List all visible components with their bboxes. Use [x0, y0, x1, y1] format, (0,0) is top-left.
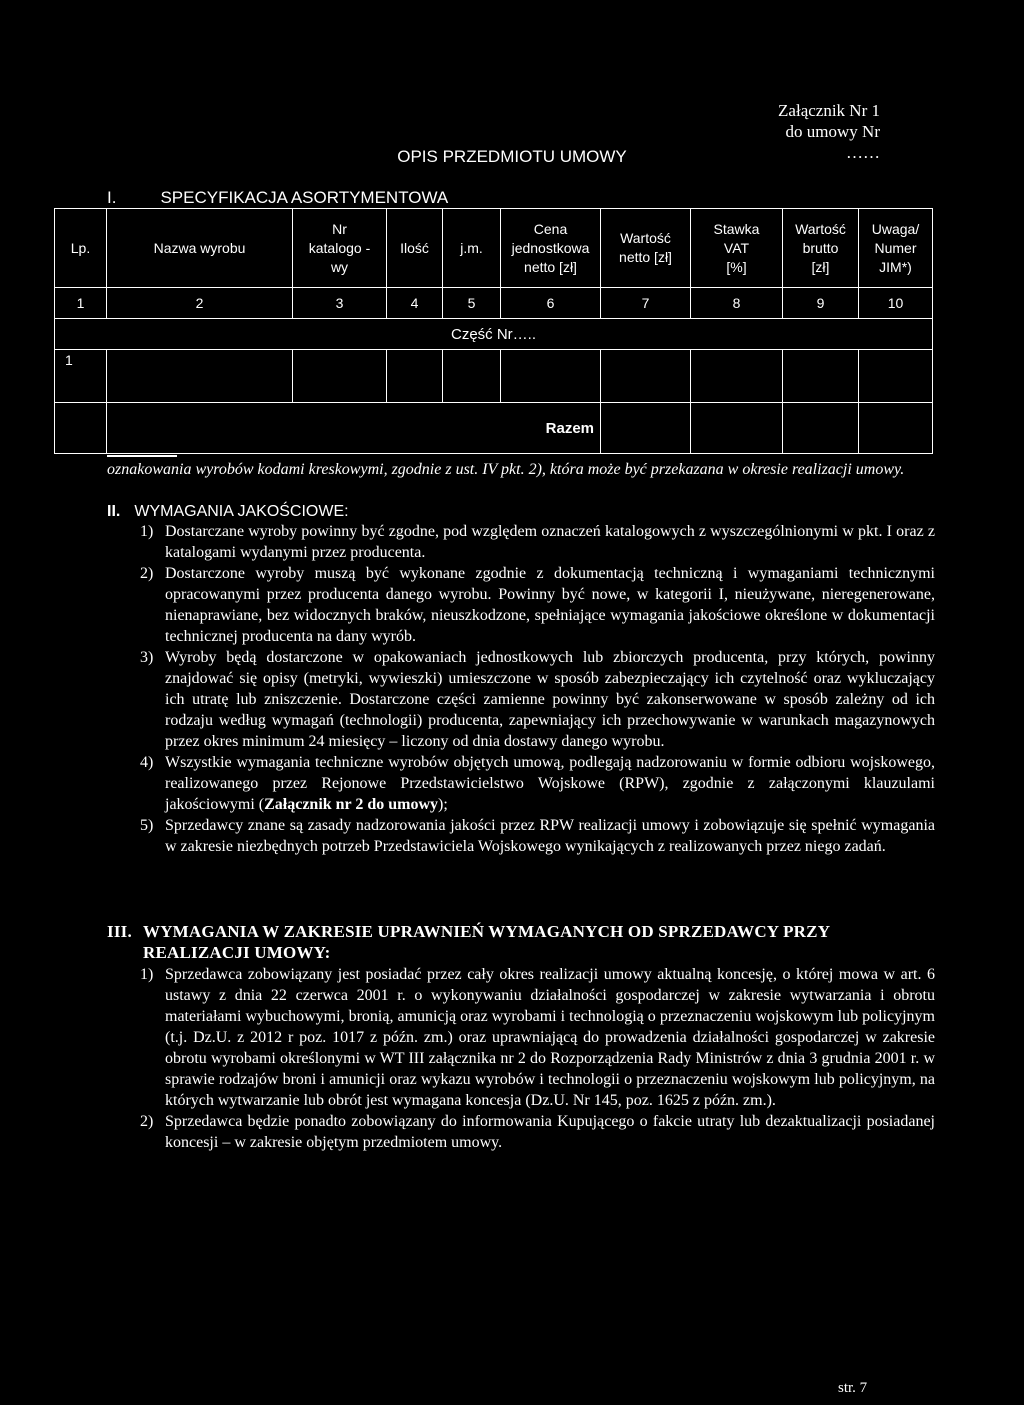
cell-net-value	[601, 350, 691, 403]
header-unit-text: j.m.	[460, 239, 483, 256]
item-number: 4)	[140, 754, 154, 771]
total-vat-rate	[691, 403, 783, 454]
table-row	[55, 350, 933, 403]
item-number: 1)	[140, 966, 154, 983]
part-row	[55, 319, 933, 350]
cell-qty	[387, 350, 443, 403]
header-vat-rate	[691, 209, 783, 288]
cell-gross-value	[783, 350, 859, 403]
total-label: Razem	[107, 403, 601, 454]
section-1-heading	[107, 188, 448, 208]
list-item	[107, 647, 935, 752]
item-text: Wszystkie wymagania techniczne wyrobów objętych umową, podlegają nadzorowaniu w formie odbioru wojskowego, realizowanego przez Rejonowe Przedstawicielstwo Wojskowe (RPW), zgodnie z załączonymi klauzulami jakościowymi (	[165, 754, 935, 813]
header-catalog	[293, 209, 387, 288]
column-number: 3	[293, 288, 387, 319]
item-number: 2)	[140, 1113, 154, 1130]
cell-remarks	[859, 350, 933, 403]
list-item	[107, 563, 935, 647]
column-number: 1	[55, 288, 107, 319]
header-lp-text: Lp.	[70, 239, 91, 256]
header-net-value	[601, 209, 691, 288]
header-catalog-text: Nr katalogo - wy	[308, 220, 371, 275]
section-2-number: II.	[107, 503, 121, 520]
cell-unit	[443, 350, 501, 403]
section-1-number: I.	[107, 188, 117, 207]
header-vat-rate-text: Stawka VAT [%]	[713, 220, 760, 275]
section-2-heading	[107, 503, 349, 521]
header-remarks	[859, 209, 933, 288]
header-name-text: Nazwa wyrobu	[153, 239, 246, 256]
list-item	[107, 815, 935, 857]
header-qty-text: Ilość	[400, 239, 429, 256]
section-2-title: WYMAGANIA JAKOŚCIOWE:	[134, 503, 349, 520]
item-text: Wyroby będą dostarczone w opakowaniach jednostkowych lub zbiorczych producenta, przy których, powinny znajdować się opisy (metryki, wywieszki) umieszczone w sposób zabezpieczający ich czytelność oraz wykluczający ich utratę lub zniszczenie. Dostarczone części zamienne powinny być zakonserwowane w sposób zależny od ich rodzaju według wymagań (technologii) producenta, zapewniający ich przechowywanie w warunkach magazynowych przez okres minimum 24 miesięcy – liczony od dnia dostawy danego wyrobu.	[165, 649, 935, 750]
item-text: Sprzedawcy znane są zasady nadzorowania jakości przez RPW realizacji umowy i zobowiązuje się spełnić wymagania w zakresie niezbędnych potrzeb Przedstawiciela Wojskowego wynikających z realizowanych przez niego zadań.	[165, 817, 935, 855]
header-gross-value-text: Wartość brutto [zł]	[795, 220, 846, 275]
item-text-tail: );	[438, 796, 448, 813]
section-3-number: III.	[107, 922, 132, 941]
cell-name	[107, 350, 293, 403]
table-header-row	[55, 209, 933, 288]
item-number: 2)	[140, 565, 154, 582]
item-number: 1)	[140, 523, 154, 540]
column-number: 8	[691, 288, 783, 319]
page-number: str. 7	[838, 1380, 868, 1396]
item-number: 3)	[140, 649, 154, 666]
specification-table	[54, 208, 933, 454]
section-3-list	[107, 964, 935, 1153]
cell-vat-rate	[691, 350, 783, 403]
column-number: 4	[387, 288, 443, 319]
footnote-divider	[107, 455, 177, 457]
section-1-title: SPECYFIKACJA ASORTYMENTOWA	[160, 188, 449, 207]
header-unit-price-text: Cena jednostkowa netto [zł]	[511, 220, 590, 275]
header-lp	[55, 209, 107, 288]
list-item	[107, 752, 935, 815]
item-text-bold: Załącznik nr 2 do umowy	[264, 796, 439, 813]
column-number: 5	[443, 288, 501, 319]
list-item	[107, 1111, 935, 1153]
column-number: 10	[859, 288, 933, 319]
total-net-value	[601, 403, 691, 454]
column-number: 7	[601, 288, 691, 319]
annex-line-2: do umowy Nr ……	[785, 122, 880, 162]
item-text: Sprzedawca zobowiązany jest posiadać przez cały okres realizacji umowy aktualną koncesję, o której mowa w art. 6 ustawy z dnia 22 czerwca 2001 r. o wykonywaniu działalności gospodarczej w zakresie wytwarzania i obrotu materiałami wybuchowymi, bronią, amunicją oraz wyrobami i technologią o przeznaczeniu wojskowym lub policyjnym (t.j. Dz.U. z 2012 r poz. 1017 z późn. zm.) oraz uprawniającą do prowadzenia działalności gospodarczej w zakresie obrotu wyrobami określonymi w WT III załącznika nr 2 do Rozporządzenia Rady Ministrów z dnia 3 grudnia 2001 r. w sprawie rodzajów broni i amunicji oraz wykazu wyrobów i technologii o przeznaczeniu wojskowym lub policyjnym, na których wytwarzanie lub obrót jest wymagana koncesja (Dz.U. Nr 145, poz. 1625 z późn. zm.).	[165, 966, 935, 1109]
total-empty	[55, 403, 107, 454]
column-numbers-row	[55, 288, 933, 319]
total-gross-value	[783, 403, 859, 454]
list-item	[107, 964, 935, 1111]
annex-line-1: Załącznik Nr 1	[778, 101, 880, 120]
part-label: Część Nr…..	[55, 319, 933, 350]
header-gross-value	[783, 209, 859, 288]
header-name	[107, 209, 293, 288]
column-number: 2	[107, 288, 293, 319]
section-3-title: WYMAGANIA W ZAKRESIE UPRAWNIEŃ WYMAGANYCH OD SPRZEDAWCY PRZY REALIZACJI UMOWY:	[143, 922, 830, 962]
header-unit-price	[501, 209, 601, 288]
header-net-value-text: Wartość netto [zł]	[619, 230, 672, 265]
column-number: 6	[501, 288, 601, 319]
header-remarks-text: Uwaga/ Numer JIM*)	[871, 220, 920, 275]
section-3-heading	[107, 921, 935, 963]
row-index: 1	[55, 350, 107, 403]
item-text: Dostarczane wyroby powinny być zgodne, pod względem oznaczeń katalogowych z wyszczególnionymi w pkt. I oraz z katalogami wydanymi przez producenta.	[165, 523, 935, 561]
section-2-list	[107, 521, 935, 857]
list-item	[107, 521, 935, 563]
cell-catalog	[293, 350, 387, 403]
item-text: Dostarczone wyroby muszą być wykonane zgodnie z dokumentacją techniczną i wymaganiami technicznymi opracowanymi przez producenta danego wyrobu. Powinny być nowe, w kategorii I, nieużywane, nieregenerowane, nienaprawiane, bez widocznych braków, nieuszkodzone, spełniające wymagania jakościowe określone w dokumentacji technicznej producenta na dany wyrób.	[165, 565, 935, 645]
item-text: Sprzedawca będzie ponadto zobowiązany do informowania Kupującego o fakcie utraty lub dezaktualizacji posiadanej koncesji – w zakresie objętym przedmiotem umowy.	[165, 1113, 935, 1151]
header-qty	[387, 209, 443, 288]
document-title: OPIS PRZEDMIOTU UMOWY	[397, 147, 627, 166]
cell-unit-price	[501, 350, 601, 403]
total-remarks	[859, 403, 933, 454]
footnote-text: oznakowania wyrobów kodami kreskowymi, zgodnie z ust. IV pkt. 2), która może być przekazana w okresie realizacji umowy.	[107, 461, 905, 478]
total-row	[55, 403, 933, 454]
header-unit	[443, 209, 501, 288]
item-number: 5)	[140, 817, 154, 834]
column-number: 9	[783, 288, 859, 319]
